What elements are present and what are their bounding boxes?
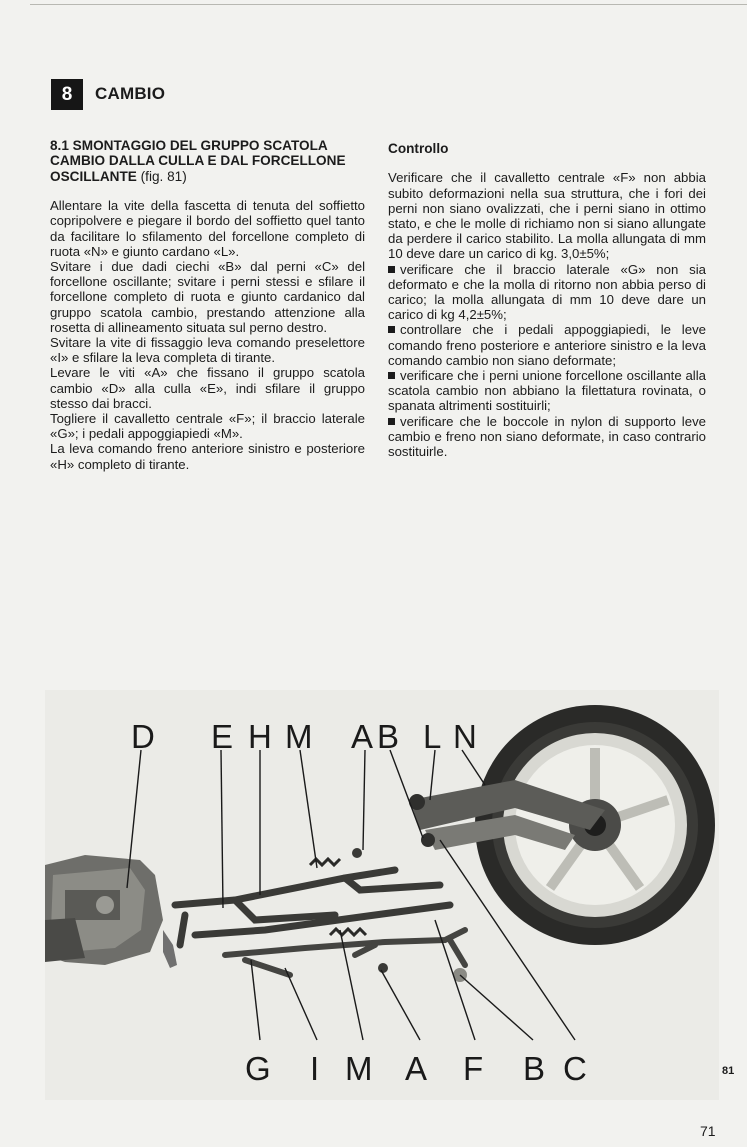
cradle-frame bbox=[175, 870, 450, 945]
callout-label-bottom: I bbox=[310, 1050, 320, 1087]
bullet-item bbox=[388, 414, 706, 460]
callout-label-top: N bbox=[453, 718, 477, 755]
callout-label-bottom: M bbox=[345, 1050, 373, 1087]
paragraph: Svitare i due dadi ciechi «B» dal perni «C» del forcellone oscillante; svitare i perni stessi e sfilare il forcellone completo di ruota e giunto cardanico dal gruppo scatola cambio, prestando attenzione alla rosetta di allineamento situata sul perno destro. bbox=[50, 259, 365, 335]
subsection-heading: Controllo bbox=[388, 141, 449, 156]
screw-a bbox=[378, 963, 388, 973]
chapter-title: CAMBIO bbox=[95, 84, 166, 103]
square-bullet-icon bbox=[388, 266, 395, 273]
nut-a bbox=[352, 848, 362, 858]
callout-label-bottom: C bbox=[563, 1050, 587, 1087]
callout-label-top: M bbox=[285, 718, 313, 755]
paragraph: La leva comando freno anteriore sinistro e posteriore «H» completo di tirante. bbox=[50, 441, 365, 472]
section-heading-text: 8.1 SMONTAGGIO DEL GRUPPO SCATOLA CAMBIO DALLA CULLA E DAL FORCELLONE OSCILLANTE bbox=[50, 138, 346, 184]
square-bullet-icon bbox=[388, 326, 395, 333]
bullet-item bbox=[388, 262, 706, 323]
paragraph: Levare le viti «A» che fissano il gruppo scatola cambio «D» alla culla «E», indi sfilare il gruppo stesso dai bracci. bbox=[50, 365, 365, 411]
section-heading-figure-ref: (fig. 81) bbox=[140, 168, 187, 184]
top-rule bbox=[30, 4, 747, 5]
paragraph: Svitare la vite di fissaggio leva comando preselettore «I» e sfilare la leva completa di tirante. bbox=[50, 335, 365, 366]
callout-label-top: E bbox=[211, 718, 234, 755]
square-bullet-icon bbox=[388, 418, 395, 425]
figure-photo bbox=[45, 690, 719, 1100]
callout-label-bottom: B bbox=[523, 1050, 546, 1087]
bullet-text: controllare che i pedali appoggiapiedi, le leve comando freno posteriore e anteriore sinistro e la leva comando cambio non siano deformate; bbox=[388, 322, 706, 368]
gearbox-housing bbox=[45, 855, 177, 968]
right-column bbox=[388, 138, 706, 459]
bullet-text: verificare che il braccio laterale «G» non sia deformato e che la molla di ritorno non abbia perso di carico; la molla allungata di mm 10 deve dare un carico di kg 4,2±5%; bbox=[388, 261, 706, 323]
square-bullet-icon bbox=[388, 372, 395, 379]
left-column bbox=[50, 138, 365, 472]
callout-label-top: B bbox=[377, 718, 400, 755]
callout-label-top: D bbox=[131, 718, 155, 755]
bullet-item bbox=[388, 322, 706, 368]
callout-label-bottom: G bbox=[245, 1050, 271, 1087]
callout-label-top: A bbox=[351, 718, 374, 755]
section-heading bbox=[50, 138, 365, 184]
paragraph: Allentare la vite della fascetta di tenuta del soffietto copripolvere e piegare il bordo del soffietto quel tanto da facilitare lo sfilamento del forcellone completo di ruota «N» e giunto cardano «L». bbox=[50, 198, 365, 259]
bullet-text: verificare che i perni unione forcellone oscillante alla scatola cambio non abbiano la filettatura rovinata, o spanata altrimenti sostituirli; bbox=[388, 368, 706, 414]
figure-number: 81 bbox=[722, 1065, 735, 1077]
callout-label-top: H bbox=[248, 718, 272, 755]
page-number: 71 bbox=[700, 1123, 716, 1139]
bullet-text: verificare che le boccole in nylon di supporto leve cambio e freno non siano deformate, in caso contrario sostituirle. bbox=[388, 413, 706, 460]
paragraph: Togliere il cavalletto centrale «F»; il braccio laterale «G»; i pedali appoggiapiedi «M». bbox=[50, 411, 365, 442]
callout-label-top: L bbox=[423, 718, 442, 755]
callout-label-bottom: A bbox=[405, 1050, 428, 1087]
gearbox-swingarm-illustration bbox=[45, 690, 719, 1100]
chapter-number-badge: 8 bbox=[51, 79, 83, 110]
callout-label-bottom: F bbox=[463, 1050, 484, 1087]
paragraph: Verificare che il cavalletto centrale «F» non abbia subito deformazioni nella sua struttura, che i fori dei perni non siano ovalizzati, che i perni siano in ottimo stato, e che le molle di richiamo non si siano allungate da perdere il carico stabilito. La molla allungata di mm 10 deve dare un carico di kg. 3,0±5%; bbox=[388, 170, 706, 262]
bullet-item bbox=[388, 368, 706, 414]
